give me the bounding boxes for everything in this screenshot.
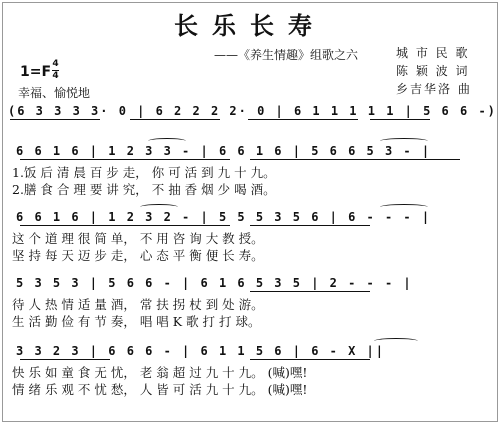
system-3-lyric-verse-1: 待 人 热 情 适 量 酒， 常 扶 拐 杖 到 处 游。 bbox=[12, 297, 264, 312]
beam bbox=[250, 159, 460, 160]
system-4-lyric-verse-2: 情 绪 乐 观 不 忧 愁， 人 皆 可 活 九 十 九。 (喊)嘿! bbox=[12, 382, 308, 397]
beam bbox=[250, 225, 370, 226]
system-3-notation: 5 3 5 3 | 5 6 6 - | 6 1 6 5 3 5 | 2 - - - | bbox=[16, 276, 413, 290]
beam bbox=[20, 159, 230, 160]
intro-notation: (6 3 3 3 3· 0 | 6 2 2 2 2· 0 | 6 1 1 1 1 1 | 5 6 6 -) bbox=[8, 104, 497, 118]
system-4-notation: 3 3 2 3 | 6 6 6 - | 6 1 1 5 6 | 6 - X || bbox=[16, 344, 385, 358]
beam bbox=[20, 359, 110, 360]
beam bbox=[250, 359, 370, 360]
system-3-lyric-verse-2: 生 活 勤 俭 有 节 奏， 唱 唱 K 歌 打 打 球。 bbox=[12, 314, 261, 329]
credit-composer: 乡吉华洛 曲 bbox=[396, 82, 472, 96]
tempo-marking: 幸福、愉悦地 bbox=[18, 86, 91, 100]
intro-beam bbox=[370, 119, 430, 120]
time-signature-bottom: 4 bbox=[52, 71, 59, 81]
system-1-lyric-verse-2: 2.膳 食 合 理 要 讲 究， 不 抽 香 烟 少 喝 酒。 bbox=[12, 182, 276, 197]
beam bbox=[20, 225, 230, 226]
beam bbox=[250, 291, 370, 292]
intro-beam bbox=[10, 119, 100, 120]
system-2-notation: 6 6 1 6 | 1 2 3 2 - | 5 5 5 3 5 6 | 6 - - - | bbox=[16, 210, 432, 224]
key-signature: 1=F bbox=[20, 64, 52, 80]
intro-beam bbox=[248, 119, 358, 120]
time-signature bbox=[52, 60, 59, 81]
song-title: 长乐长寿 bbox=[174, 11, 326, 40]
time-signature-top: 4 bbox=[52, 59, 59, 69]
intro-beam bbox=[130, 119, 220, 120]
system-4-lyric-verse-1: 快 乐 如 童 食 无 忧， 老 翁 超 过 九 十 九。 (喊)嘿! bbox=[12, 365, 308, 380]
song-subtitle: ——《养生情趣》组歌之六 bbox=[214, 48, 359, 62]
system-2-lyric-verse-1: 这 个 道 理 很 简 单， 不 用 咨 询 大 教 授。 bbox=[12, 231, 264, 246]
system-2-lyric-verse-2: 坚 持 每 天 迈 步 走， 心 态 平 衡 便 长 寿。 bbox=[12, 248, 264, 263]
system-1-notation: 6 6 1 6 | 1 2 3 3 - | 6 6 1 6 | 5 6 6 5 3 - | bbox=[16, 144, 432, 158]
credit-arrangement: 城 市 民 歌 bbox=[396, 46, 470, 60]
credit-lyricist: 陈 颖 波 词 bbox=[396, 64, 470, 78]
system-1-lyric-verse-1: 1.饭 后 清 晨 百 步 走， 你 可 活 到 九 十 九。 bbox=[12, 165, 276, 180]
